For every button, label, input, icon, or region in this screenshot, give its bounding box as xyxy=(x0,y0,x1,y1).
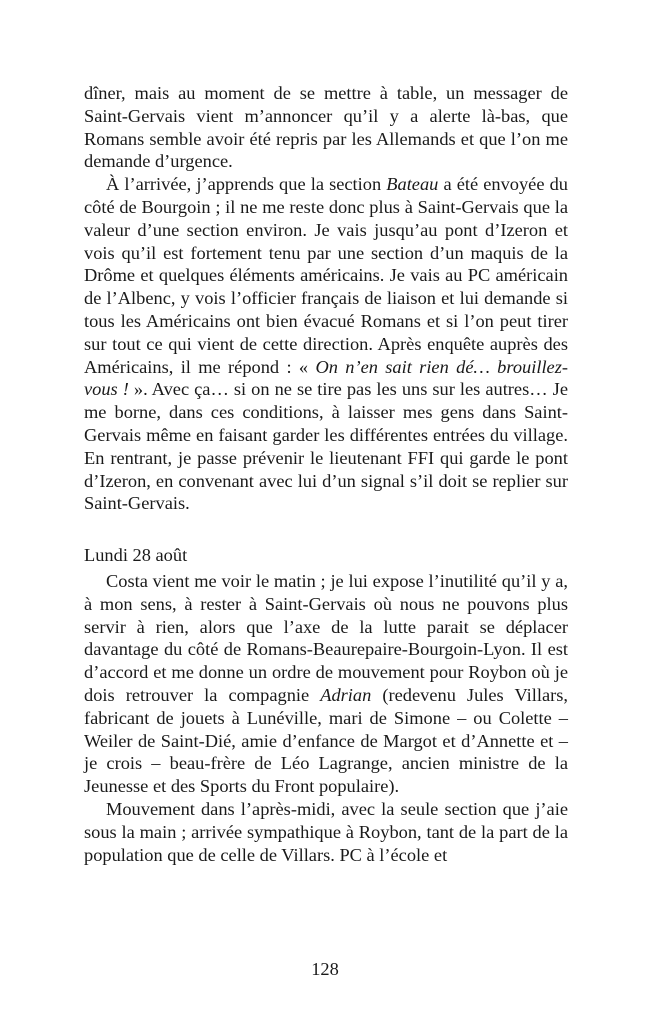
page-body xyxy=(84,82,568,866)
quoted-reply: On n’en sait rien dé… brouillez-vous ! xyxy=(84,356,568,400)
paragraph-2-part-e: ». Avec ça… si on ne se tire pas les uns sur les autres… Je me borne, dans ces conditions, à laisser mes gens dans Saint-Gervais même en faisant garder les différentes entrées du village. En rentrant, je passe prévenir le lieutenant FFI qui garde le pont d’Izeron, en convenant avec lui d’un signal s’il doit se replier sur Saint-Gervais. xyxy=(84,379,568,514)
paragraph-3 xyxy=(84,570,568,798)
paragraph-3-part-c: (redevenu Jules Villars, fabricant de jouets à Lunéville, mari de Simone – ou Colette – Weiler de Saint-Dié, amie d’enfance de Margot et d’Annette et – je crois – beau-frère de Léo Lagrange, ancien ministre de la Jeunesse et des Sports du Front populaire). xyxy=(84,684,568,797)
paragraph-2 xyxy=(84,173,568,515)
section-name-bateau: Bateau xyxy=(386,174,439,195)
paragraph-4: Mouvement dans l’après-midi, avec la seule section que j’aie sous la main ; arrivée sympathique à Roybon, tant de la part de la population que de celle de Villars. PC à l’école et xyxy=(84,798,568,865)
company-name-adrian: Adrian xyxy=(320,684,372,705)
paragraph-2-part-a: À l’arrivée, j’apprends que la section xyxy=(106,174,387,195)
page-number: 128 xyxy=(311,959,339,979)
paragraph-1: dîner, mais au moment de se mettre à table, un messager de Saint-Gervais vient m’annoncer qu’il y a alerte là-bas, que Romans semble avoir été repris par les Allemands et que l’on me demande d’urgence. xyxy=(84,83,568,172)
date-heading: Lundi 28 août xyxy=(84,545,188,566)
paragraph-2-part-c: a été envoyée du côté de Bourgoin ; il ne me reste donc plus à Saint-Gervais que la valeur d’une section environ. Je vais jusqu’au pont d’Izeron et vois qu’il est fortement tenu par une section d’un maquis de la Drôme et quelques éléments américains. Je vais au PC américain de l’Albenc, y vois l’officier français de liaison et lui demande si tous les Américains ont bien évacué Romans et si l’on peut tirer sur tout ce qui vient de cette direction. Après enquête auprès des Américains, il me répond : « xyxy=(84,174,568,377)
paragraph-3-part-a: Costa vient me voir le matin ; je lui expose l’inutilité qu’il y a, à mon sens, à rester à Saint-Gervais où nous ne pouvons plus servir à rien, alors que l’axe de la lutte parait se déplacer davantage du côté de Romans-Beaurepaire-Bourgoin-Lyon. Il est d’accord et me donne un ordre de mouvement pour Roybon où je dois retrouver la compagnie xyxy=(84,570,568,705)
